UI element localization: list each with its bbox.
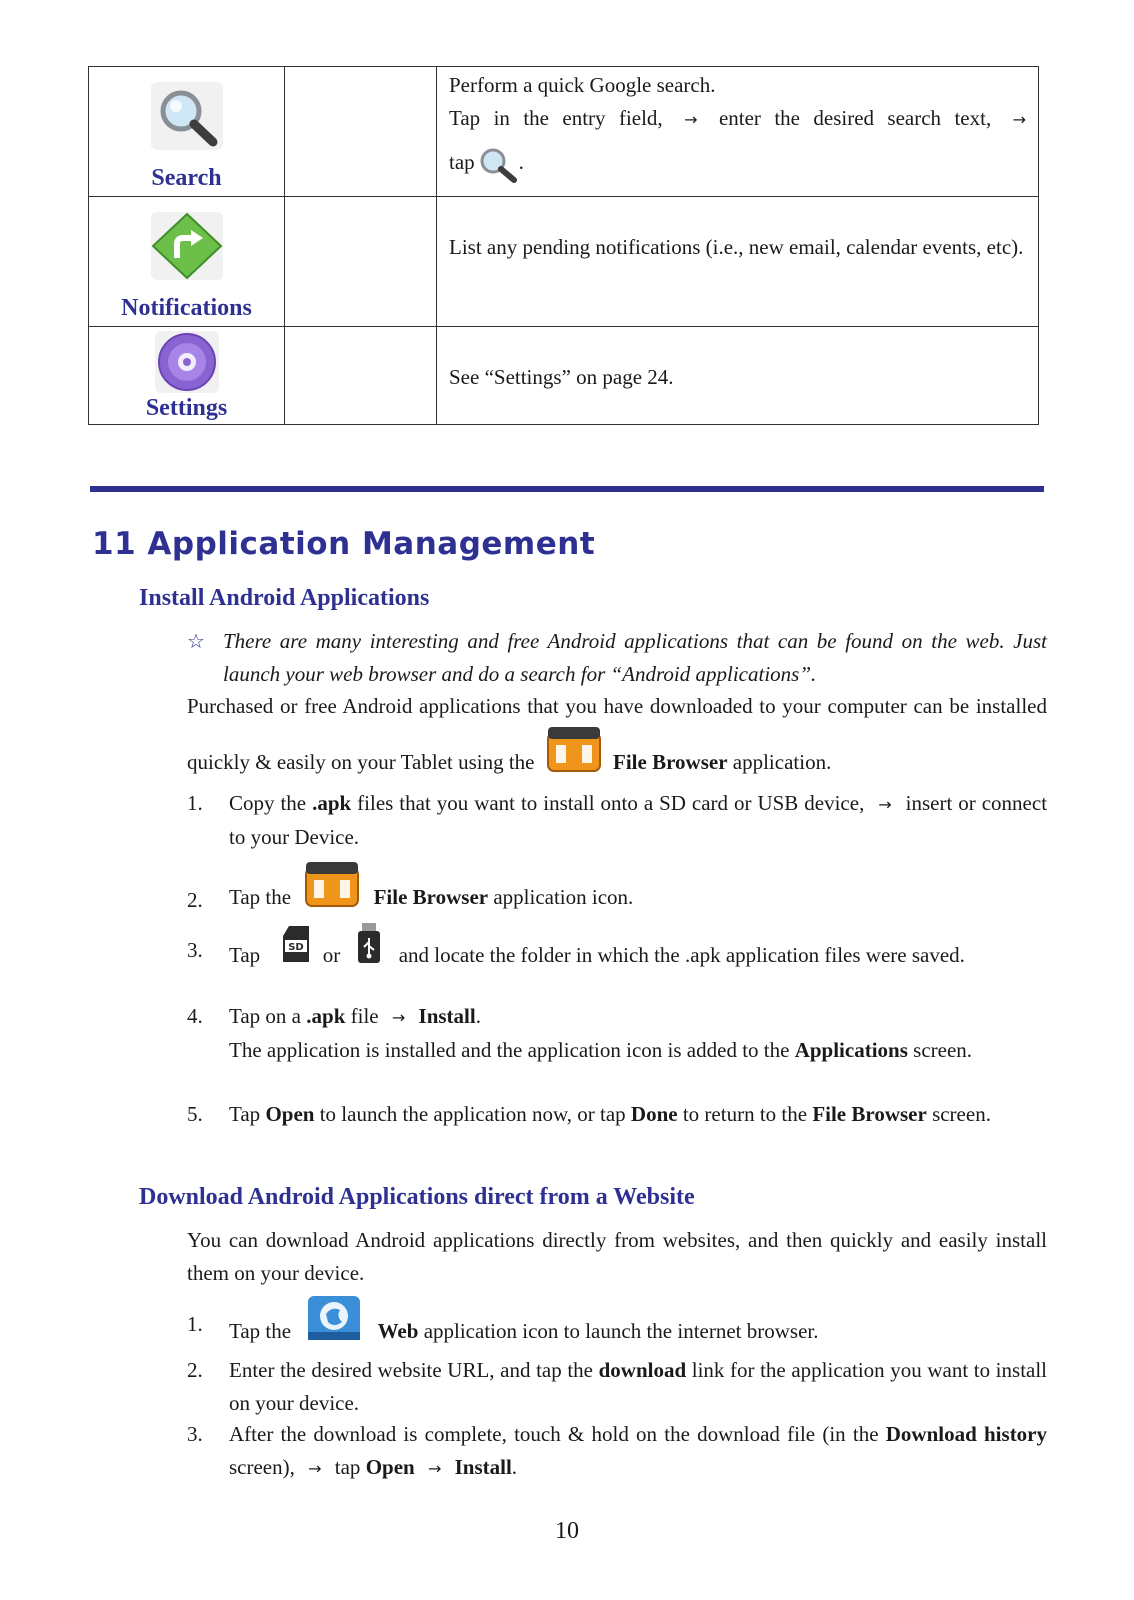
step-text: file	[350, 1004, 379, 1028]
step-text: screen),	[229, 1455, 295, 1479]
install-intro-text: Purchased or free Android applications that you have downloaded to your computer can be installed quickly & easily on your Tablet using the	[187, 694, 1047, 774]
file-browser-icon	[304, 858, 360, 918]
step-bold: .apk	[306, 1004, 346, 1028]
step-bold: File Browser	[812, 1102, 927, 1126]
step-text: .	[475, 1004, 481, 1028]
step-text: application icon.	[493, 885, 634, 909]
step-text: Tap	[229, 943, 261, 967]
search-desc-line3: tap	[449, 149, 475, 174]
table-row-search	[89, 67, 1039, 197]
step-text: The application is installed and the application icon is added to the	[229, 1038, 790, 1062]
table-cell-icon	[89, 67, 285, 197]
install-heading: Install Android Applications	[139, 585, 430, 611]
arrow-icon: →	[308, 1459, 322, 1478]
table-cell-icon	[89, 327, 285, 425]
step-text: Tap	[229, 1102, 261, 1126]
table-cell-empty	[285, 197, 437, 327]
step-text: to return to the	[682, 1102, 808, 1126]
step-number: 3.	[187, 1422, 203, 1446]
step-text: link for the application you want to install on your device.	[229, 1358, 1048, 1415]
step-text: files that you want to install onto a SD card or USB device,	[357, 791, 865, 815]
tip-note	[187, 625, 1047, 691]
feature-label-settings: Settings	[145, 395, 228, 421]
step-text: Enter the desired website URL, and tap the	[229, 1358, 593, 1382]
install-step-1	[187, 787, 1047, 854]
svg-text:SD: SD	[288, 942, 305, 953]
arrow-icon: →	[684, 110, 698, 129]
file-browser-icon	[546, 723, 602, 783]
step-text: Tap the	[229, 1319, 292, 1343]
install-step-4	[187, 1000, 1047, 1067]
tip-text: There are many interesting and free Android applications that can be found on the web. Just launch your web browser and do a search for “Android applications”.	[223, 629, 1047, 686]
step-number: 1.	[187, 791, 203, 815]
arrow-icon: →	[391, 1008, 406, 1027]
step-bold: Done	[630, 1102, 678, 1126]
feature-label-search: Search	[151, 165, 222, 191]
step-number: 1.	[187, 1312, 203, 1336]
sd-card-icon	[279, 924, 313, 975]
notifications-icon	[150, 211, 224, 281]
step-bold: Install	[454, 1455, 512, 1479]
search-desc-end: .	[518, 149, 524, 174]
install-intro-end: application.	[732, 750, 832, 774]
chapter-divider	[90, 486, 1044, 492]
step-text: screen.	[932, 1102, 991, 1126]
step-text: .	[511, 1455, 518, 1479]
step-number: 3.	[187, 938, 203, 962]
download-step-2	[187, 1354, 1047, 1420]
step-number: 5.	[187, 1102, 203, 1126]
step-text: tap	[334, 1455, 361, 1479]
search-inline-icon	[475, 144, 519, 184]
table-cell-desc	[437, 197, 1039, 327]
step-bold: .apk	[312, 791, 352, 815]
install-intro	[187, 690, 1047, 783]
feature-label-notifications: Notifications	[121, 295, 252, 321]
step-bold: Web	[377, 1319, 419, 1343]
table-cell-desc	[437, 327, 1039, 425]
table-row-notifications	[89, 197, 1039, 327]
step-number: 2.	[187, 1358, 203, 1382]
settings-icon	[150, 331, 224, 393]
step-text: to launch the application now, or tap	[319, 1102, 626, 1126]
download-step-1	[187, 1294, 1047, 1352]
step-text: application icon to launch the internet browser.	[423, 1319, 819, 1343]
download-heading: Download Android Applications direct from a Website	[139, 1184, 695, 1210]
notifications-desc: List any pending notifications (i.e., new email, calendar events, etc).	[449, 235, 1024, 259]
arrow-icon: →	[427, 1459, 442, 1478]
table-cell-desc	[437, 67, 1039, 197]
search-icon	[150, 81, 224, 151]
table-cell-icon	[89, 197, 285, 327]
star-icon: ☆	[187, 629, 205, 653]
step-bold: Open	[265, 1102, 315, 1126]
feature-table	[88, 66, 1039, 425]
step-text: screen.	[913, 1038, 973, 1062]
search-desc-line2a: Tap in the entry field,	[449, 106, 663, 130]
step-text: Tap the	[229, 885, 292, 909]
step-number: 4.	[187, 1004, 203, 1028]
settings-desc: See “Settings” on page 24.	[449, 365, 674, 389]
usb-device-icon	[355, 922, 383, 975]
step-bold: File Browser	[373, 885, 489, 909]
install-step-2	[187, 858, 1047, 918]
arrow-icon: →	[878, 795, 892, 814]
step-text: After the download is complete, touch & hold on the download file (in the	[229, 1422, 879, 1446]
arrow-icon: →	[1012, 110, 1027, 129]
step-text: and locate the folder in which the .apk application files were saved.	[398, 943, 965, 967]
table-row-settings	[89, 327, 1039, 425]
step-bold: Open	[365, 1455, 415, 1479]
download-step-3	[187, 1418, 1047, 1485]
search-desc-line2b: enter the desired search text,	[718, 106, 992, 130]
file-browser-label: File Browser	[613, 750, 728, 774]
step-bold: Download history	[885, 1422, 1048, 1446]
chapter-title: 11 Application Management	[92, 526, 596, 562]
install-step-5	[187, 1098, 1047, 1131]
step-text: or	[322, 943, 341, 967]
table-cell-empty	[285, 67, 437, 197]
page-number: 10	[555, 1518, 579, 1544]
step-bold: download	[598, 1358, 687, 1382]
install-step-3	[187, 922, 1047, 975]
download-intro: You can download Android applications directly from websites, and then quickly and easily install them on your device.	[187, 1228, 1047, 1285]
search-desc-line1: Perform a quick Google search.	[449, 73, 716, 97]
step-text: Copy the	[229, 791, 307, 815]
step-text: insert or connect to your Device.	[229, 791, 1048, 849]
step-bold: Applications	[794, 1038, 908, 1062]
step-text: Tap on a	[229, 1004, 302, 1028]
web-browser-icon	[306, 1294, 362, 1352]
step-number: 2.	[187, 888, 203, 912]
table-cell-empty	[285, 327, 437, 425]
step-bold: Install	[418, 1004, 476, 1028]
